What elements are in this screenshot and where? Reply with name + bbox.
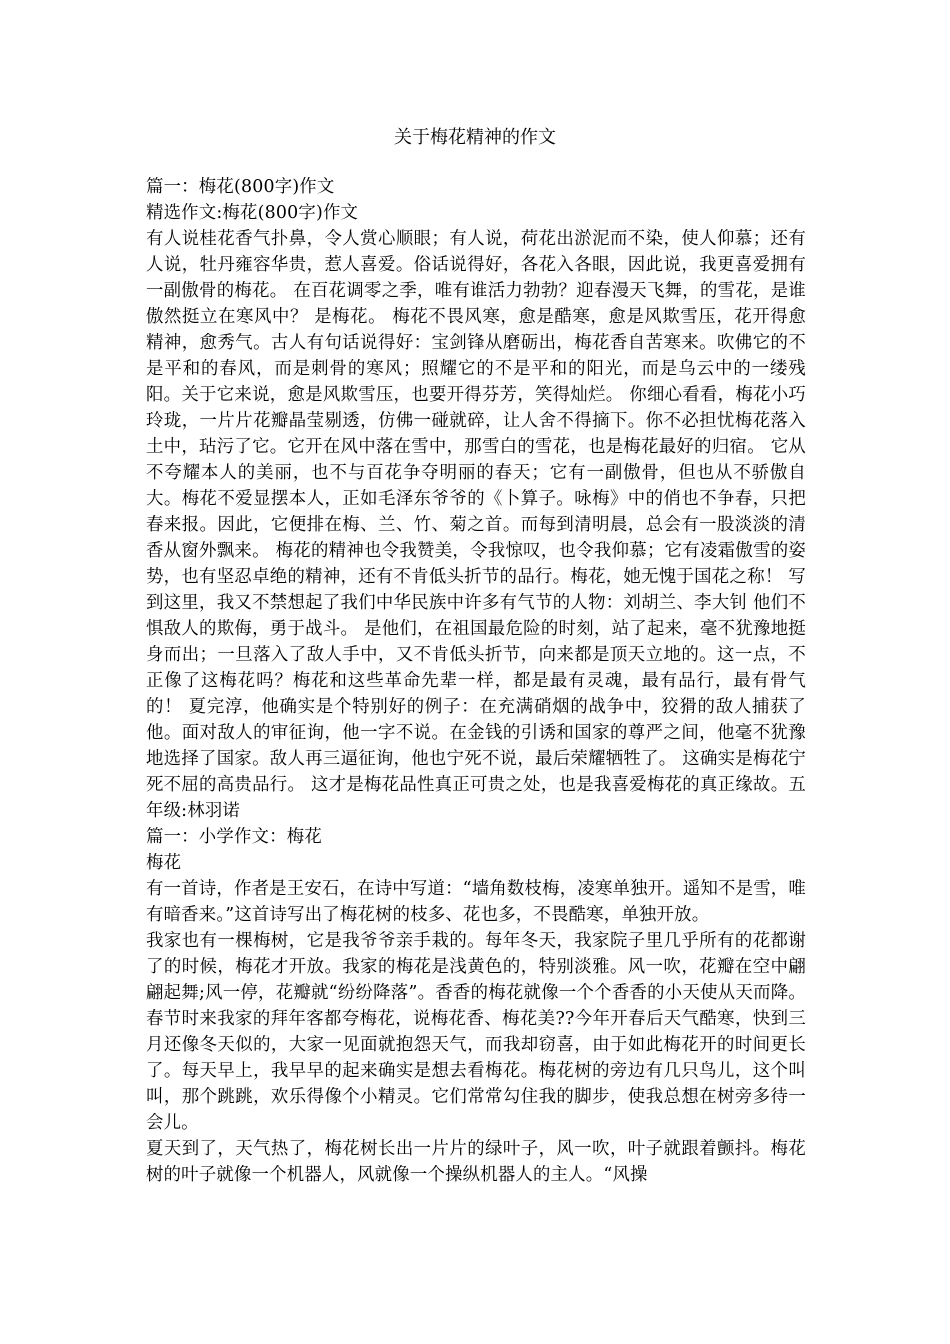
essay-paragraph: 我家也有一棵梅树，它是我爷爷亲手栽的。每年冬天，我家院子里几乎所有的花都谢了的时候，梅花才开放。我家的梅花是浅黄色的，特别淡雅。风一吹，花瓣在空中翩翩起舞;风一停，花瓣就“纷纷降落”。香香的梅花就像一个个香香的小天使从天而降。春节时来我家的拜年客都夸梅花，说梅花香、梅花美??今年开春后天气酷寒，快到三月还像冬天似的，大家一见面就抱怨天气，而我却窃喜，由于如此梅花开的时间更长了。每天早上，我早早的起来确实是想去看梅花。梅花树的旁边有几只鸟儿，这个叫叫，那个跳跳，欢乐得像个小精灵。它们常常勾住我的脚步，使我总想在树旁多待一会儿。 bbox=[146, 931, 806, 1133]
document-body bbox=[146, 174, 806, 1188]
essay-heading: 精选作文:梅花(800字)作文 bbox=[146, 203, 359, 223]
document-title: 关于梅花精神的作文 bbox=[394, 127, 556, 148]
section-heading: 篇一：梅花(800字)作文 bbox=[146, 177, 335, 197]
essay-paragraph: 夏天到了，天气热了，梅花树长出一片片的绿叶子，风一吹，叶子就跟着颤抖。梅花树的叶子就像一个机器人，风就像一个操纵机器人的主人。“风操 bbox=[146, 1139, 806, 1185]
essay-paragraph: 有人说桂花香气扑鼻，令人赏心顺眼；有人说，荷花出淤泥而不染，使人仰慕；还有人说，牡丹雍容华贵，惹人喜爱。俗话说得好，各花入各眼，因此说，我更喜爱拥有一副傲骨的梅花。 在百花调零之季，唯有谁活力勃勃？迎春漫天飞舞，的雪花，是谁傲然挺立在寒风中？ 是梅花。 梅花不畏风寒，愈是酷寒，愈是风欺雪压，花开得愈精神，愈秀气。古人有句话说得好：宝剑锋从磨砺出，梅花香自苦寒来。吹佛它的不是平和的春风，而是刺骨的寒风；照耀它的不是平和的阳光，而是乌云中的一缕残阳。关于它来说，愈是风欺雪压，也要开得芬芳，笑得灿烂。 你细心看看，梅花小巧玲珑，一片片花瓣晶莹剔透，仿佛一碰就碎，让人舍不得摘下。你不必担忧梅花落入土中，玷污了它。它开在风中落在雪中，那雪白的雪花，也是梅花最好的归宿。 它从不夸耀本人的美丽，也不与百花争夺明丽的春天；它有一副傲骨，但也从不骄傲自大。梅花不爱显摆本人，正如毛泽东爷爷的《卜算子。咏梅》中的俏也不争春，只把春来报。因此，它便排在梅、兰、竹、菊之首。而每到清明晨，总会有一股淡淡的清香从窗外飘来。 梅花的精神也令我赞美，令我惊叹，也令我仰慕；它有凌霜傲雪的姿势，也有坚忍卓绝的精神，还有不肯低头折节的品行。梅花，她无愧于国花之称！ 写到这里，我又不禁想起了我们中华民族中许多有气节的人物：刘胡兰、李大钊 他们不惧敌人的欺侮，勇于战斗。 是他们，在祖国最危险的时刻，站了起来，毫不犹豫地挺身而出；一旦落入了敌人手中，又不肯低头折节，向来都是顶天立地的。这一点，不正像了这梅花吗？梅花和这些革命先辈一样，都是最有灵魂，最有品行，最有骨气的！ 夏完淳，他确实是个特别好的例子：在充满硝烟的战争中，狡猾的敌人捕获了他。面对敌人的审征询，他一字不说。在金钱的引诱和国家的尊严之间，他毫不犹豫地选择了国家。敌人再三逼征询，他也宁死不说，最后荣耀牺牲了。 这确实是梅花宁死不屈的高贵品行。 这才是梅花品性真正可贵之处，也是我喜爱梅花的真正缘故。五年级:林羽诺 bbox=[146, 229, 806, 821]
section-heading: 篇一：小学作文：梅花 bbox=[146, 827, 322, 847]
essay-paragraph: 有一首诗，作者是王安石，在诗中写道：“墙角数枝梅，凌寒单独开。遥知不是雪，唯有暗香来。”这首诗写出了梅花树的枝多、花也多，不畏酷寒，单独开放。 bbox=[146, 879, 806, 925]
essay-heading: 梅花 bbox=[146, 853, 182, 873]
